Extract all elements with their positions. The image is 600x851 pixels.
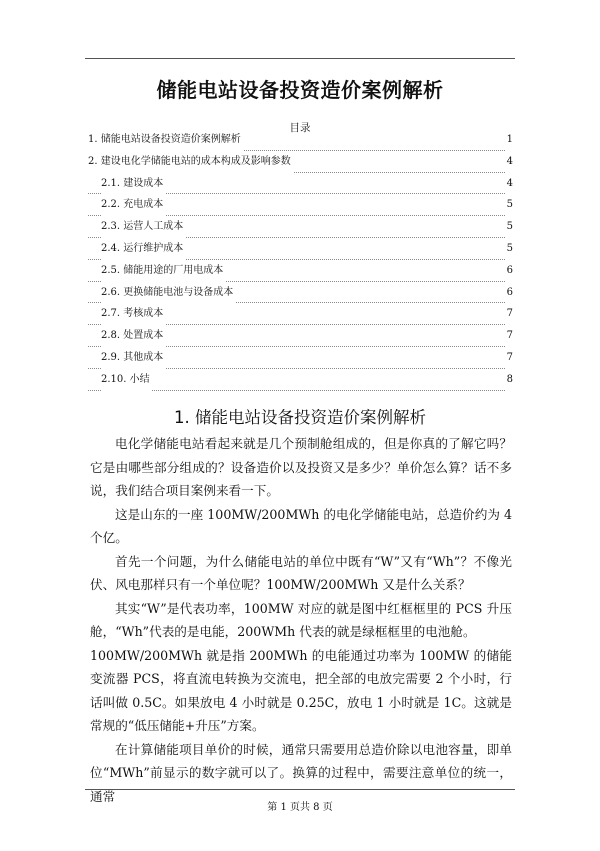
toc-entry-page: 7 [505,347,513,369]
paragraph: 100MW/200MWh 就是指 200MWh 的电能通过功率为 100MW 的储能变流器 PCS，将直流电转换为交流电，把全部的电放完需要 2 个小时，行话叫做 0.5C。如果放电 4 小时就是 0.25C，放电 1 小时就是 1C。这就是常规的“低压储能+升压”方案。 [90,647,512,733]
toc-entry-page: 6 [505,282,513,304]
toc-entry-label: 2.9. 其他成本 [101,347,165,369]
paragraph: 这是山东的一座 100MW/200MWh 的电化学储能电站，总造价约为 4 个亿。 [90,506,512,545]
toc-entry[interactable] [88,129,513,151]
toc-entry-label: 2.6. 更换储能电池与设备成本 [101,282,235,304]
toc-entry[interactable] [88,173,513,195]
toc-entry-label: 2.10. 小结 [101,369,152,391]
toc-entry[interactable] [88,216,513,238]
toc-entry-page: 7 [505,303,513,325]
toc-entry-label: 2.5. 储能用途的厂用电成本 [101,260,225,282]
toc-entry-label: 2. 建设电化学储能电站的成本构成及影响参数 [88,151,293,173]
toc-entry[interactable] [88,282,513,304]
paragraph: 电化学储能电站看起来就是几个预制舱组成的，但是你真的了解它吗？它是由哪些部分组成的？设备造价以及投资又是多少？单价怎么算？话不多说，我们结合项目案例来看一下。 [90,436,512,498]
header-rule [85,58,515,59]
toc-entry-page: 5 [505,216,513,238]
toc-entry-label: 2.7. 考核成本 [101,303,165,325]
toc-entry-page: 4 [505,173,513,195]
toc-entry[interactable] [88,260,513,282]
toc-entry-page: 1 [505,129,513,151]
section-heading: 1. 储能电站设备投资造价案例解析 [174,408,426,427]
toc-entry[interactable] [88,369,513,391]
toc-entry-label: 2.4. 运行维护成本 [101,238,185,260]
toc-entry-label: 2.3. 运营人工成本 [101,216,185,238]
toc-entry[interactable] [88,194,513,216]
toc-heading: 目录 [289,122,311,134]
footer-rule [85,789,515,790]
toc-entry[interactable] [88,347,513,369]
toc-entry-label: 1. 储能电站设备投资造价案例解析 [88,129,243,151]
toc-entry-label: 2.8. 处置成本 [101,325,165,347]
table-of-contents [88,129,513,391]
toc-entry-page: 5 [505,194,513,216]
paragraph: 在计算储能项目单价的时候，通常只需要用总造价除以电池容量，即单位“MWh”前显示的数字就可以了。换算的过程中，需要注意单位的统一，通常 [90,741,512,804]
toc-entry-label: 2.2. 充电成本 [101,194,165,216]
paragraph: 其实“W”是代表功率，100MW 对应的就是图中红框框里的 PCS 升压舱，“Wh”代表的是电能，200WMh 代表的就是绿框框里的电池舱。 [90,600,512,639]
toc-entry-page: 7 [505,325,513,347]
toc-entry[interactable] [88,325,513,347]
toc-entry[interactable] [88,303,513,325]
toc-entry[interactable] [88,238,513,260]
body-text [90,432,512,808]
paragraph: 首先一个问题，为什么储能电站的单位中既有“W”又有“Wh”？不像光伏、风电那样只有一个单位呢？100MW/200MWh 又是什么关系？ [90,553,512,592]
page-footer: 第 1 页共 8 页 [267,802,333,813]
toc-entry-page: 4 [505,151,513,173]
toc-entry-label: 2.1. 建设成本 [101,173,165,195]
toc-entry-page: 6 [505,260,513,282]
toc-entry-page: 5 [505,238,513,260]
toc-entry[interactable] [88,151,513,173]
toc-entry-page: 8 [505,369,513,391]
document-title: 储能电站设备投资造价案例解析 [156,78,444,102]
